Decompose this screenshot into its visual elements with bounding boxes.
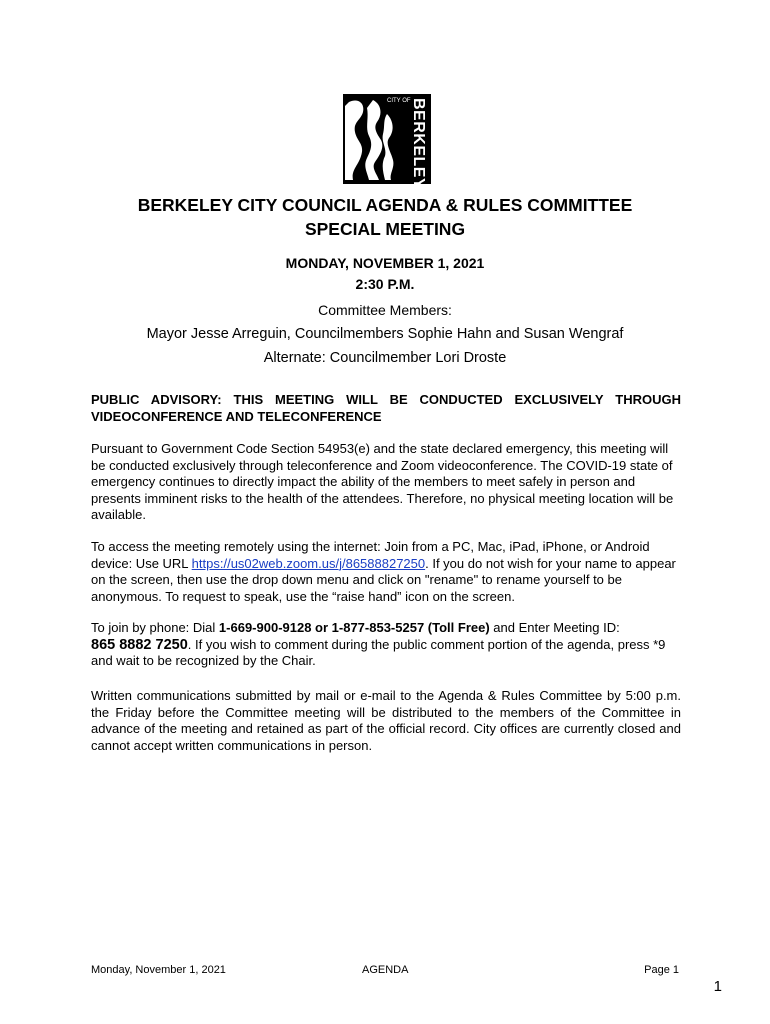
paragraph-internet-access xyxy=(91,539,681,605)
paragraph-phone-access xyxy=(91,620,681,670)
phone-text-after: . If you wish to comment during the public comment portion of the agenda, press *9 and wait to be recognized by the Chair. xyxy=(91,636,666,668)
city-logo xyxy=(343,94,431,190)
phone-text-mid: and Enter Meeting ID: xyxy=(489,620,620,635)
committee-members: Mayor Jesse Arreguin, Councilmembers Sophie Hahn and Susan Wengraf xyxy=(146,326,624,342)
footer-date: Monday, November 1, 2021 xyxy=(91,964,226,976)
page-title-line1: BERKELEY CITY COUNCIL AGENDA & RULES COMMITTEE xyxy=(137,195,633,215)
public-advisory: PUBLIC ADVISORY: THIS MEETING WILL BE CONDUCTED EXCLUSIVELY THROUGH VIDEOCONFERENCE AND TELECONFERENCE xyxy=(91,392,681,424)
meeting-date: MONDAY, NOVEMBER 1, 2021 xyxy=(285,255,485,271)
footer-page: Page 1 xyxy=(644,964,679,976)
paragraph-emergency: Pursuant to Government Code Section 54953(e) and the state declared emergency, this meeting will be conducted exclusively through teleconference and Zoom videoconference. The COVID-19 state of emergency continues to directly impact the ability of the members to meet safely in person and presents imminent risks to the health of the attendees. Therefore, no physical meeting location will be available. xyxy=(91,441,674,522)
committee-alternate: Alternate: Councilmember Lori Droste xyxy=(263,350,507,366)
logo-figure-icon xyxy=(343,94,403,184)
internet-text-before: To access the meeting remotely using the internet: Join from a PC, Mac, iPad, iPhone, or Android device: Use URL xyxy=(91,539,650,571)
meeting-id: 865 8882 7250 xyxy=(91,636,188,653)
logo-berkeley-text: BERKELEY xyxy=(410,98,427,190)
page-number: 1 xyxy=(713,978,722,995)
phone-text-before: To join by phone: Dial xyxy=(91,620,219,635)
zoom-link[interactable]: https://us02web.zoom.us/j/86588827250 xyxy=(191,555,426,571)
footer-agenda: AGENDA xyxy=(362,964,409,976)
paragraph-written-communications: Written communications submitted by mail or e-mail to the Agenda & Rules Committee by 5:00 p.m. the Friday before the Committee meeting will be distributed to the members of the Committee in advance of the meeting and retained as part of the official record. City offices are currently closed and cannot accept written communications in person. xyxy=(91,688,681,753)
meeting-time: 2:30 P.M. xyxy=(355,276,415,292)
internet-text-after: . If you do not wish for your name to appear on the screen, then use the drop down menu and click on "rename" to rename yourself to be anonymous. To request to speak, use the “raise hand” icon on the screen. xyxy=(91,555,676,604)
page-title-line2: SPECIAL MEETING xyxy=(304,219,466,239)
committee-label: Committee Members: xyxy=(318,302,452,318)
logo-city-text: CITY OF xyxy=(387,98,411,104)
phone-numbers: 1-669-900-9128 or 1-877-853-5257 (Toll Free) xyxy=(218,620,490,635)
